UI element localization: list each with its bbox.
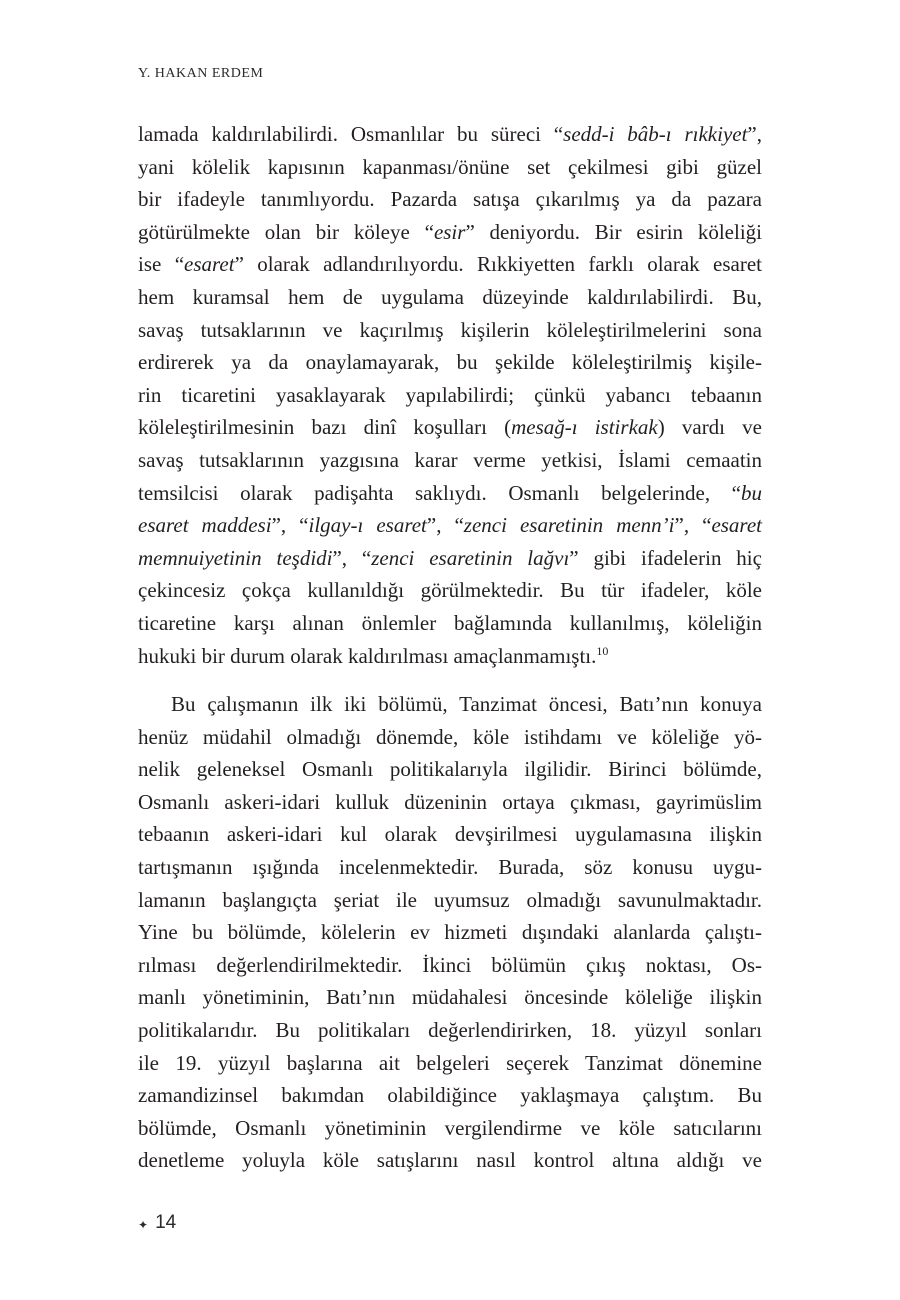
text-run: temsilcisi olarak padişahta saklıydı. Osmanlı belgelerinde, “ (138, 480, 741, 505)
footnote-reference[interactable]: 10 (596, 643, 609, 658)
text-line (138, 216, 762, 249)
text-run: ” olarak adlandırılıyordu. Rıkkiyetten farklı olarak esaret (234, 252, 762, 277)
text-line (138, 118, 762, 151)
text-run: ”, “ (426, 513, 464, 538)
text-line: henüz müdahil olmadığı dönemde, köle istihdamı ve köleliğe yö- (138, 724, 762, 749)
text-line: erdirerek ya da onaylamayarak, bu şekilde köleleştirilmiş kişile- (138, 350, 762, 375)
italic-term: esaret (184, 252, 235, 277)
text-line: ile 19. yüzyıl başlarına ait belgeleri seçerek Tanzimat dönemine (138, 1050, 762, 1075)
page-number: 14 (155, 1212, 177, 1233)
page-body (138, 118, 762, 1177)
text-line: bölümde, Osmanlı yönetiminin vergilendirme ve köle satıcılarını (138, 1115, 762, 1140)
text-run: ”, (747, 122, 762, 146)
text-run: ” gibi ifadelerin hiç (569, 545, 762, 570)
text-line: manlı yönetiminin, Batı’nın müdahalesi öncesinde köleliğe ilişkin (138, 985, 762, 1010)
text-line: Yine bu bölümde, kölelerin ev hizmeti dışındaki alanlarda çalıştı- (138, 920, 762, 945)
italic-term: bu (741, 480, 762, 505)
text-line (138, 411, 762, 444)
text-run: ”, “ (332, 545, 372, 570)
text-run: ”, “ (271, 513, 309, 538)
paragraph-gap (138, 672, 762, 688)
text-run: köleleştirilmesinin bazı dinî koşulları ( (138, 415, 512, 440)
text-line: tebaanın askeri-idari kul olarak devşirilmesi uygulamasına ilişkin (138, 822, 762, 847)
text-line: rılması değerlendirilmektedir. İkinci bölümün çıkış noktası, Os- (138, 952, 762, 977)
text-line (138, 248, 762, 281)
text-line: rin ticaretini yasaklayarak yapılabilirdi; çünkü yabancı tebaanın (138, 382, 762, 407)
text-run: ” deniyordu. Bir esirin köleliği (465, 219, 762, 244)
text-line: nelik geleneksel Osmanlı politikalarıyla ilgilidir. Birinci bölümde, (138, 757, 762, 782)
text-line (138, 509, 762, 542)
text-line: Osmanlı askeri-idari kulluk düzeninin ortaya çıkması, gayrimüslim (138, 789, 762, 814)
text-run: ise “ (138, 252, 185, 277)
text-line: tartışmanın ışığında incelenmektedir. Burada, söz konusu uygu- (138, 855, 762, 880)
text-line (138, 542, 762, 575)
text-line: yani kölelik kapısının kapanması/önüne set çekilmesi gibi güzel (138, 154, 762, 179)
paragraph-2 (138, 688, 762, 1177)
italic-term: zenci esaretinin menn’i (463, 513, 675, 538)
italic-term: esaret maddesi (138, 513, 272, 538)
text-line: savaş tutsaklarının yazgısına karar verme yetkisi, İslami cemaatin (138, 447, 762, 472)
text-run: hukuki bir durum olarak kaldırılması amaçlanmamıştı. (138, 643, 597, 668)
paragraph-1 (138, 118, 762, 672)
text-run: götürülmekte olan bir köleye “ (138, 219, 434, 244)
text-line: savaş tutsaklarının ve kaçırılmış kişilerin köleleştirilmelerini sona (138, 317, 762, 342)
italic-term: memnuiyetinin teşdidi (138, 545, 333, 570)
running-head: Y. HAKAN ERDEM (138, 66, 264, 81)
italic-term: ilgay-ı esaret (308, 513, 427, 538)
text-line: çekincesiz çokça kullanıldığı görülmektedir. Bu tür ifadeler, köle (138, 578, 762, 603)
ornament-icon: ✦ (138, 1218, 149, 1232)
italic-term: sedd-i bâb-ı rıkkiyet (563, 122, 748, 146)
text-line: lamanın başlangıçta şeriat ile uyumsuz olmadığı savunulmaktadır. (138, 887, 762, 912)
text-line (138, 477, 762, 510)
text-run: ) vardı ve (657, 415, 762, 440)
page-footer (138, 1212, 176, 1234)
text-line: zamandizinsel bakımdan olabildiğince yaklaşmaya çalıştım. Bu (138, 1083, 762, 1108)
text-run: lamada kaldırılabilirdi. Osmanlılar bu süreci “ (138, 122, 564, 146)
italic-term: esaret (711, 513, 762, 538)
text-line: hem kuramsal hem de uygulama düzeyinde kaldırılabilirdi. Bu, (138, 284, 762, 309)
text-line: bir ifadeyle tanımlıyordu. Pazarda satışa çıkarılmış ya da pazara (138, 187, 762, 212)
text-line: denetleme yoluyla köle satışlarını nasıl kontrol altına aldığı ve (138, 1148, 762, 1173)
text-line: ticaretine karşı alınan önlemler bağlamında kullanılmış, köleliğin (138, 610, 762, 635)
text-line: Bu çalışmanın ilk iki bölümü, Tanzimat öncesi, Batı’nın konuya (171, 692, 762, 717)
text-line (138, 640, 762, 673)
italic-term: esir (433, 219, 466, 244)
italic-term: mesağ-ı istirkak (511, 415, 658, 440)
text-run: ”, “ (674, 513, 712, 538)
text-line: politikalarıdır. Bu politikaları değerlendirirken, 18. yüzyıl sonları (138, 1018, 762, 1043)
italic-term: zenci esaretinin lağvı (371, 545, 570, 570)
